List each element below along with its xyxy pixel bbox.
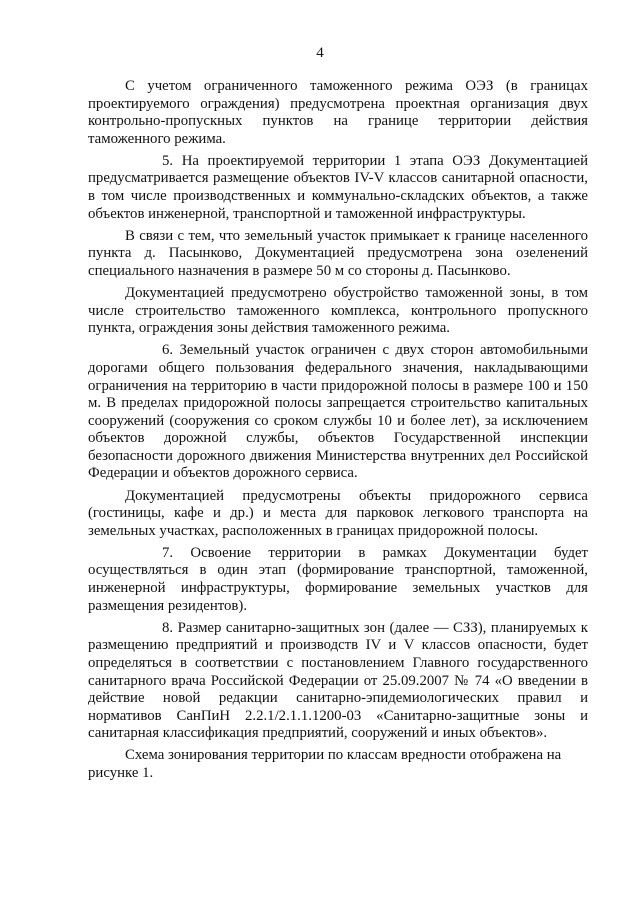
paragraph-text: Освоение территории в рамках Документации будет осуществляться в один этап (формирование транспортной, таможенной, инженерной инфраструктуры, формирование земельных участков для размещения резидентов).: [88, 544, 589, 614]
item-number: 5.: [162, 152, 174, 169]
document-body: [88, 78, 588, 787]
paragraph-text: Документацией предусмотрены объекты придорожного сервиса (гостиницы, кафе и др.) и места для парковок легкового транспорта на земельных участках, расположенных в границах придорожной полосы.: [88, 487, 588, 539]
item-number: 8.: [162, 619, 174, 636]
paragraph-text: Документацией предусмотрено обустройство таможенной зоны, в том числе строительство таможенного комплекса, контрольного пропускного пункта, ограждения зоны действия таможенного режима.: [88, 285, 588, 337]
paragraph-item-8: [88, 620, 588, 743]
item-number: 6.: [162, 342, 174, 359]
paragraph-customs-zone: [88, 285, 588, 338]
paragraph-text: В связи с тем, что земельный участок примыкает к границе населенного пункта д. Пасынково, Документацией предусмотрена зона озеленений специального назначения в размере 50 м со стороны д. Пасынково.: [88, 227, 588, 279]
paragraph-item-5: [88, 153, 588, 223]
paragraph-text: На проектируемой территории 1 этапа ОЭЗ Документацией предусматривается размещение объектов IV-V классов санитарной опасности, в том числе производственных и коммунально-складских объектов, а также объектов инженерной, транспортной и таможенной инфраструктуры.: [88, 152, 588, 222]
paragraph-item-7: [88, 545, 588, 615]
paragraph-text: Земельный участок ограничен с двух сторон автомобильными дорогами общего пользования федерального значения, накладывающими ограничения на территорию в части придорожной полосы в размере 100 и 150 м. В пределах придорожной полосы запрещается строительство капитальных сооружений (сооружения со сроком службы 10 и более лет), за исключением объектов дорожной службы, объектов Государственной инспекции безопасности дорожного движения Министерства внутренних дел Российской Федерации и объектов дорожного сервиса.: [88, 342, 589, 482]
paragraph-text: Схема зонирования территории по классам вредности отображена на рисунке 1.: [88, 747, 562, 781]
paragraph-text: С учетом ограниченного таможенного режима ОЭЗ (в границах проектируемого ограждения) предусмотрена проектная организация двух контрольно-пропускных пунктов на границе территории действия таможенного режима.: [88, 78, 588, 147]
paragraph-customs-checkpoints: [88, 78, 588, 148]
item-number: 7.: [162, 544, 174, 561]
paragraph-greenery-zone: [88, 228, 588, 281]
paragraph-zoning-scheme: [88, 747, 588, 782]
page-number: 4: [316, 45, 324, 61]
paragraph-roadside-service: [88, 488, 588, 541]
paragraph-item-6: [88, 342, 588, 483]
paragraph-text: Размер санитарно-защитных зон (далее — СЗЗ), планируемых к размещению предприятий и производств IV и V классов опасности, будет определяться в соответствии с постановлением Главного государственного санитарного врача Российской Федерации от 25.09.2007 № 74 «О введении в действие новой редакции санитарно-эпидемиологических правил и нормативов СанПиН 2.2.1/2.1.1.1200-03 «Санитарно-защитные зоны и санитарная классификация предприятий, сооружений и иных объектов».: [88, 619, 588, 742]
